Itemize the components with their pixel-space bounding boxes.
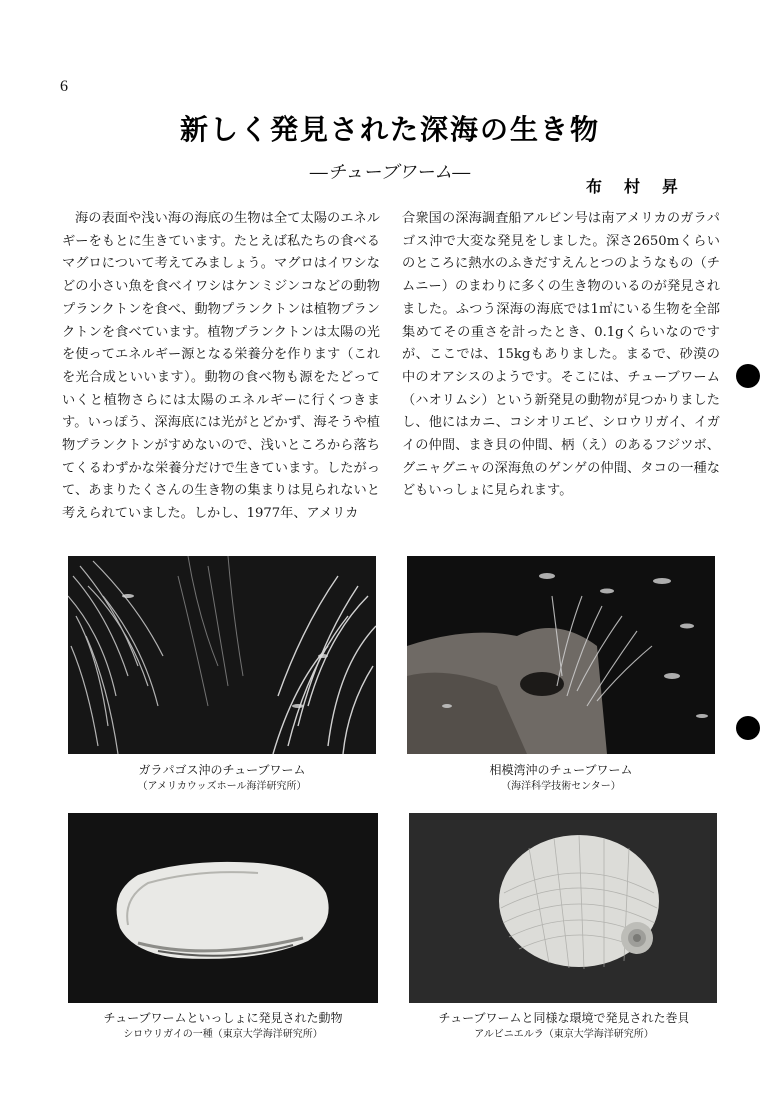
binder-punch-hole-bottom [736,716,760,740]
figure-caption-2 [407,762,715,794]
photo-sagami-bay-tubeworms [407,556,715,754]
body-text-right-column: 合衆国の深海調査船アルビン号は南アメリカのガラパゴス沖で大変な発見をしました。深さ2650mくらいのところに熱水のふきだすえんとつのようなもの（チムニー）のまわりに多くの生き物のいるのが発見されました。ふつう深海の海底では1㎡にいる生物を全部集めてその重さを計ったとき、0.1gくらいなのですが、ここでは、15kgもありました。まるで、砂漠の中のオアシスのようです。そこには、チューブワーム（ハオリムシ）という新発見の動物が見つかりましたし、他にはカニ、コシオリエビ、シロウリガイ、イガイの仲間、まき貝の仲間、柄（え）のあるフジツボ、グニャグニャの深海魚のゲンゲの仲間、タコの一種などもいっしょに見られます。 [402,211,720,499]
photo-snail-shell [409,813,717,1003]
body-text-left-column: 海の表面や浅い海の海底の生物は全て太陽のエネルギーをもとに生きています。たとえば私たちの食べるマグロについて考えてみましょう。マグロはイワシなどの小さい魚を食べイワシはケンミジンコなどの動物プランクトンを食べ、動物プランクトンは植物プランクトンを食べています。植物プランクトンは太陽の光を使ってエネルギー源となる栄養分を作ります（これを光合成といいます）。動物の食べ物も源をたどっていくと植物さらには太陽のエネルギーに行くつきます。いっぽう、深海底には光がとどかず、海そうや植物プランクトンがすめないので、浅いところから落ちてくるわずかな栄養分だけで生きています。したがって、あまりたくさんの生き物の集まりは見られないと考えられていました。しかし、1977年、アメリカ [62,211,380,522]
figure-caption-2-title: 相模湾沖のチューブワーム [489,763,633,777]
photo-galapagos-tubeworms [68,556,376,754]
figure-caption-3-title: チューブワームといっしょに発見された動物 [103,1011,343,1025]
page-number: 6 [60,78,68,95]
photo-clam-shell [68,813,378,1003]
figure-caption-2-credit: （海洋科学技術センター） [501,781,621,792]
article-title: 新しく発見された深海の生き物 [179,113,600,146]
figure-caption-3-credit: シロウリガイの一種（東京大学海洋研究所） [123,1029,323,1040]
figure-caption-1 [68,762,376,794]
figure-caption-4-credit: アルビニエルラ（東京大学海洋研究所） [474,1029,654,1040]
binder-punch-hole-top [736,364,760,388]
figure-caption-4-title: チューブワームと同様な環境で発見された巻貝 [438,1011,690,1025]
figure-caption-1-title: ガラパゴス沖のチューブワーム [138,763,306,777]
article-subtitle: ―チューブワーム― [309,162,471,183]
figure-caption-3 [58,1010,388,1042]
author-name: 布村昇 [586,177,701,196]
figure-caption-4 [399,1010,729,1042]
figure-caption-1-credit: （アメリカウッズホール海洋研究所） [137,781,307,792]
